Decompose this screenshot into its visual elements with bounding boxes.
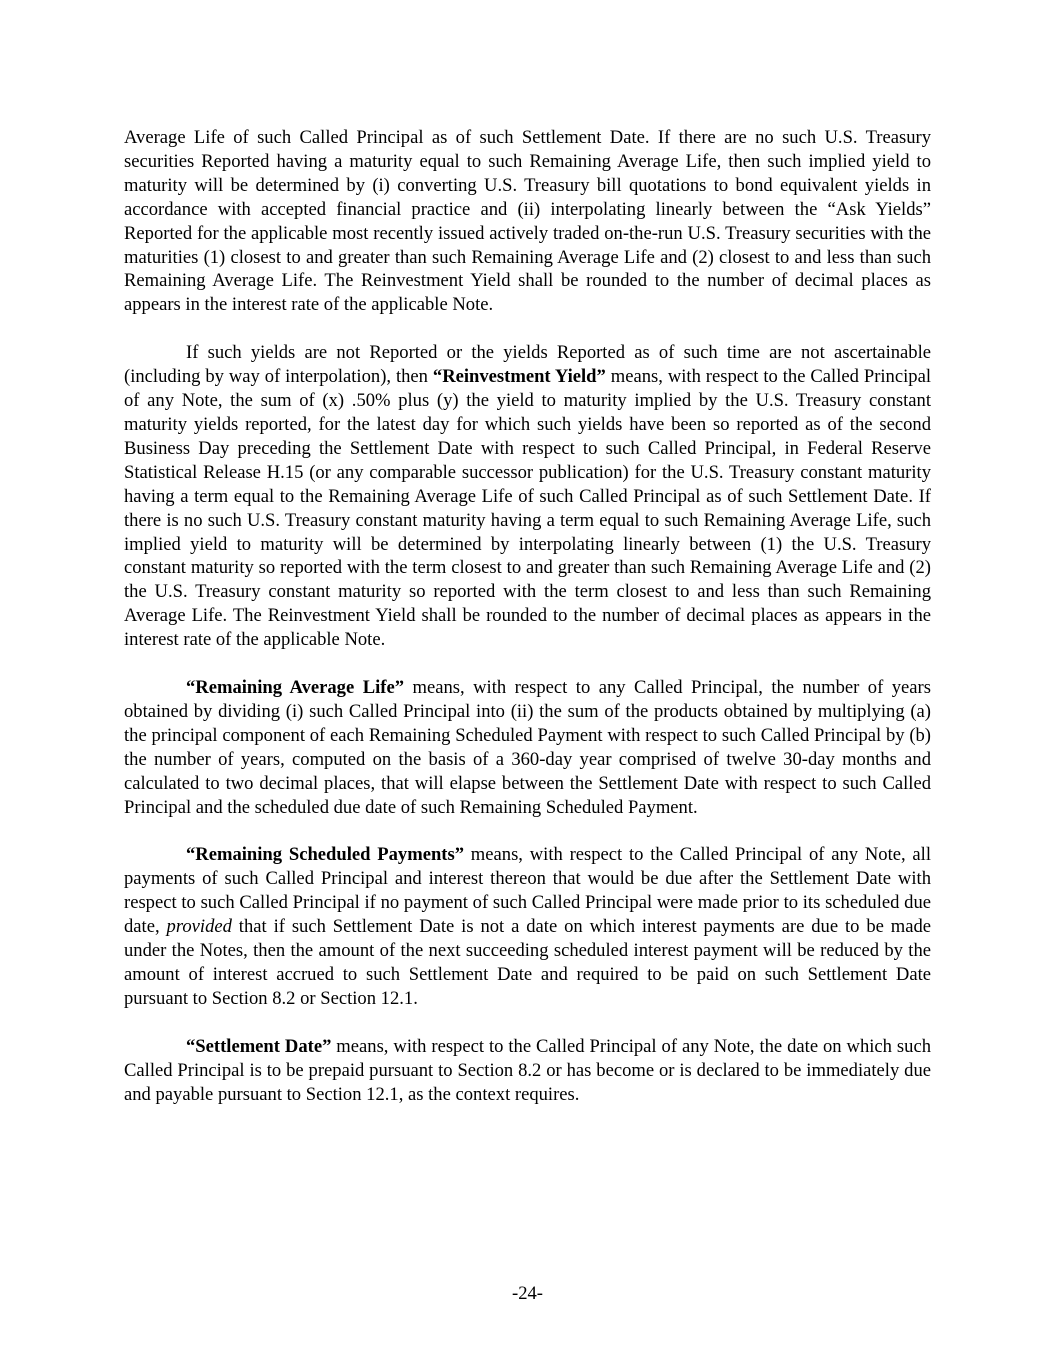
page-number: -24-	[512, 1283, 543, 1304]
paragraph-text: Average Life of such Called Principal as of such Settlement Date. If there are no such U.S. Treasury securities Reported having a maturity equal to such Remaining Average Life, then such implied yield to maturity will be determined by (i) converting U.S. Treasury bill quotations to bond equivalent yields in accordance with accepted financial practice and (ii) interpolating linearly between the “Ask Yields” Reported for the applicable most recently issued actively traded on-the-run U.S. Treasury securities with the maturities (1) closest to and greater than such Remaining Average Life and (2) closest to and less than such Remaining Average Life. The Reinvestment Yield shall be rounded to the number of decimal places as appears in the interest rate of the applicable Note.	[124, 127, 931, 316]
paragraph-text: means, with respect to the Called Principal of any Note, all payments of such Called Principal and interest thereon that would be due after the Settlement Date with respect to such Called Principal if no payment of such Called Principal were made prior to its scheduled due date,	[124, 844, 932, 938]
paragraph-text: means, with respect to the Called Principal of any Note, the sum of (x) .50% plus (y) the yield to maturity implied by the U.S. Treasury constant maturity yields reported, for the latest day for which such yields have been so reported as of the second Business Day preceding the Settlement Date with respect to such Called Principal, in Federal Reserve Statistical Release H.15 (or any comparable successor publication) for the U.S. Treasury constant maturity having a term equal to the Remaining Average Life of such Called Principal as of such Settlement Date. If there is no such U.S. Treasury constant maturity having a term equal to such Remaining Average Life, such implied yield to maturity will be determined by interpolating linearly between (1) the U.S. Treasury constant maturity so reported with the term closest to and greater than such Remaining Average Life and (2) the U.S. Treasury constant maturity so reported with the term closest to and less than such Remaining Average Life. The Reinvestment Yield shall be rounded to the number of decimal places as appears in the interest rate of the applicable Note.	[124, 366, 931, 651]
defined-term-settlement-date: “Settlement Date”	[186, 1035, 332, 1057]
defined-term-remaining-average-life: “Remaining Average Life”	[186, 677, 405, 699]
paragraph-reinvestment-yield-continued	[124, 126, 931, 317]
document-body	[124, 126, 931, 1107]
paragraph-reinvestment-yield-definition	[124, 341, 931, 652]
emphasis-provided: provided	[166, 916, 232, 938]
paragraph-settlement-date	[124, 1035, 931, 1107]
paragraph-text-lead: If such yields are not Reported or the yields Reported as of such time are not ascertainable (including by way of interpolation), then	[124, 342, 931, 388]
paragraph-text: means, with respect to any Called Principal, the number of years obtained by dividing (i) such Called Principal into (ii) the sum of the products obtained by multiplying (a) the principal component of each Remaining Scheduled Payment with respect to such Called Principal by (b) the number of years, computed on the basis of a 360-day year comprised of twelve 30-day months and calculated to two decimal places, that will elapse between the Settlement Date with respect to such Called Principal and the scheduled due date of such Remaining Scheduled Payment.	[124, 677, 931, 818]
paragraph-remaining-average-life	[124, 676, 931, 819]
defined-term-reinvestment-yield: “Reinvestment Yield”	[432, 366, 606, 388]
paragraph-text-tail: that if such Settlement Date is not a date on which interest payments are due to be made under the Notes, then the amount of the next succeeding scheduled interest payment will be reduced by the amount of interest accrued to such Settlement Date and required to be paid on such Settlement Date pursuant to Section 8.2 or Section 12.1.	[124, 916, 932, 1009]
paragraph-text: means, with respect to the Called Principal of any Note, the date on which such Called Principal is to be prepaid pursuant to Section 8.2 or has become or is declared to be immediately due and payable pursuant to Section 12.1, as the context requires.	[124, 1035, 931, 1105]
defined-term-remaining-scheduled-payments: “Remaining Scheduled Payments”	[186, 844, 465, 866]
paragraph-remaining-scheduled-payments	[124, 843, 931, 1010]
